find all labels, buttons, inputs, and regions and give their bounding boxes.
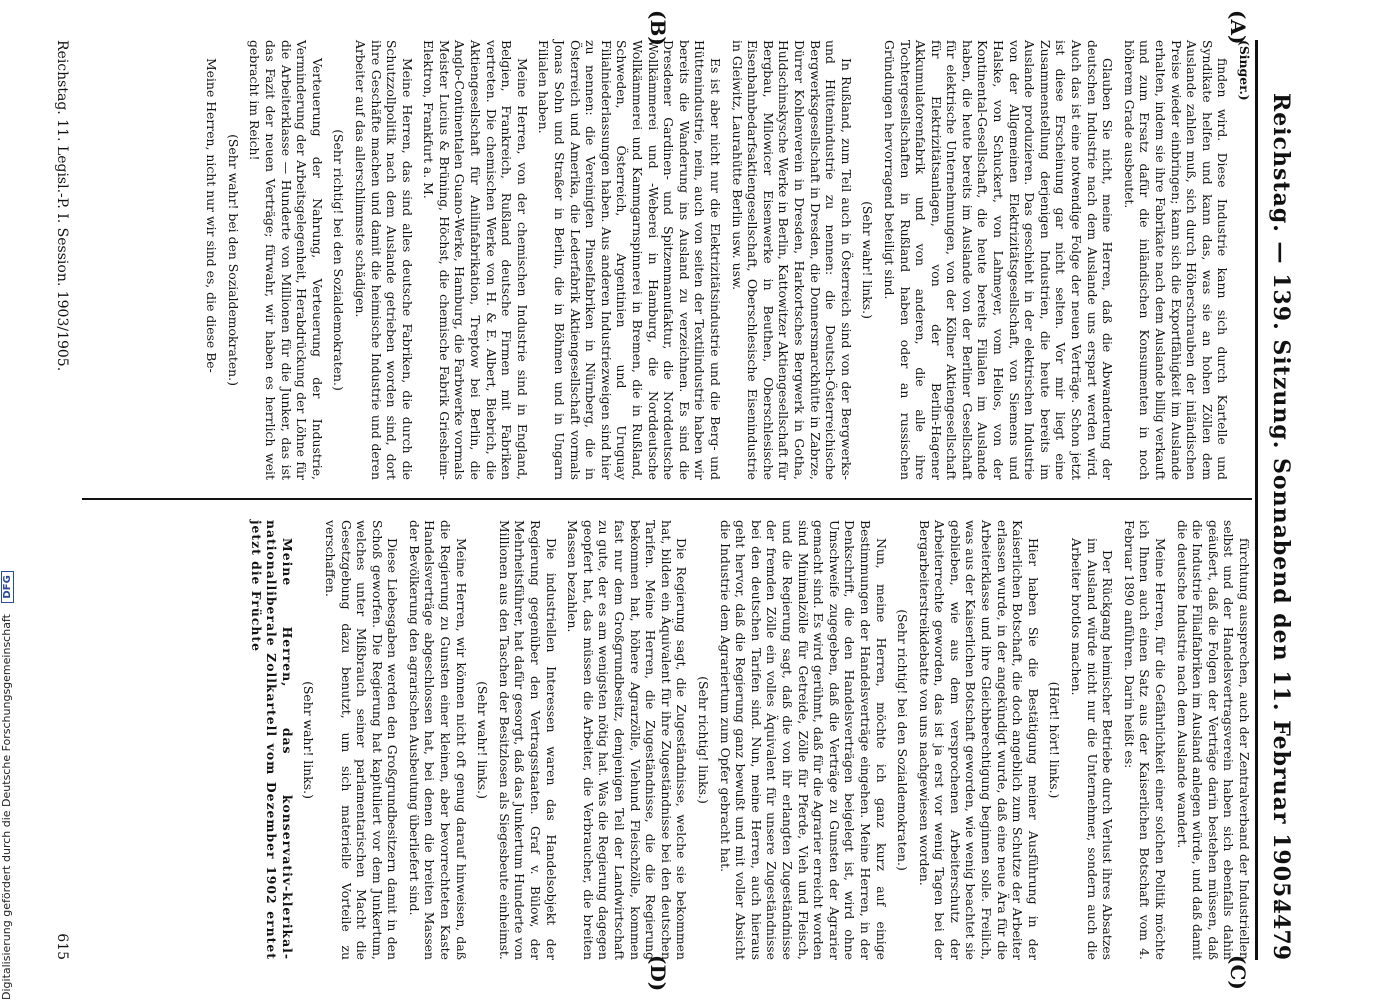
footer-session-info: Reichstag. 11. Legisl.-P. I. Session. 1903/1905. — [54, 40, 70, 372]
paragraph: Meine Herren, für die Gefährlichkeit einer solchen Politik möchte ich Ihnen auch einen Satz aus der Kaiserlichen Botschaft vom 4. Februar 1890 anführen. Darin heißt es: — [1121, 520, 1169, 960]
page-title: Reichstag. — 139. Sitzung. Sonnabend den 11. Februar 1905. — [1268, 93, 1294, 907]
paragraph: fürchtung aussprechen, auch der Zentralverband der Industriellen selbst und der Handelsvertragsverein haben sich ebenfalls dahin geäußert, daß die Folgen der Verträge darin bestehen müssen, daß die Industrie Filialfabriken im Ausland anlegen würde, und daß damit die deutsche Industrie nach dem Auslande wandert. — [1174, 520, 1252, 960]
paragraph: Meine Herren, das sind alles deutsche Fabriken, die durch die Schutzzollpolitik nach dem Auslande getrieben worden sind, dort ihre Geschäfte machen und damit die heimische Industrie und deren Arbeiter auf das allerschlimmste schädigen. — [352, 40, 415, 480]
interjection: (Sehr richtig! bei den Sozialdemokraten.) — [331, 129, 347, 391]
right-column — [242, 520, 1252, 960]
paragraph: Verteuerung der Nahrung, Verteuerung der Industrie, Verminderung der Arbeitsgelegenheit, Herabdrückung der Löhne für die Arbeiterklasse — Hunderte von Millionen für die Junker, das ist das Fazit der neuen Verträge; fürwahr, wir haben es herrlich weit gebracht im Reich! — [247, 40, 325, 480]
paragraph: Die Regierung sagt, die Zugeständnisse, welche sie bekommen hat, bilden ein Äquivalent für ihre Zugeständnisse bei den deutschen Tarifen. Meine Herren, die Zugeständnisse, die die Regierung bekommen hat, höhere Agrarzölle, Viehund Fleischzölle, kommen fast nur dem Großgrundbesitz, demjenigen Teil der Landwirtschaft zu gute, der es am wenigsten nötig hat. Was die Regierung dagegen geopfert hat, das müssen die Arbeiter, die Verbraucher, die breiten Massen bezahlen. — [565, 520, 690, 960]
margin-marker-c: (C) — [1226, 955, 1250, 990]
page-header — [1255, 40, 1298, 960]
digitization-note: Digitalisierung gefördert durch die Deutsche Forschungsgemeinschaft — [0, 614, 13, 1000]
digitization-credit — [0, 10, 16, 1000]
footer-page-code: 615 — [54, 933, 70, 960]
quotation: Der Rückgang heimischer Betriebe durch Verlust ihres Absatzes im Ausland würde nicht nur die Unternehmer, sondern auch die Arbeiter brotlos machen. — [1069, 538, 1116, 960]
left-column — [198, 40, 1252, 480]
margin-marker-d: (D) — [646, 955, 670, 992]
page-number: 4479 — [1268, 898, 1294, 960]
interjection: (Sehr richtig! links.) — [696, 676, 711, 804]
paragraph: Meine Herren, von der chemischen Industrie sind in England, Belgien, Frankreich, Rußland deutsche Firmen mit Fabriken vertreten. Die chemischen Werke von H. & E. Albert, Biebrich, die Aktiengesellschaft für Anilinfabrikation, Treptow bei Berlin, die Anglo-Continentalen Guano-Werke, Hamburg, die Farbwerke vormals Meister Lucius & Brüning, Höchst, die chemische Fabrik Griesheim-Elektron, Frankfurt a. M. — [421, 40, 530, 480]
interjection: (Sehr wahr! links.) — [301, 681, 317, 799]
paragraph: Diese Liebesgaben werden den Großgrundbesitzern damit in den Schoß geworfen. Die Regierung hat kapituliert vor dem Junkertum, welches unter Mißbrauch seiner parlamentarischen Macht die Gesetzgebung dazu benutzt, um sich materielle Vorteile zu verschaffen. — [322, 520, 401, 960]
interjection: (Sehr wahr! links.) — [860, 201, 876, 319]
interjection: (Sehr wahr! links.) — [475, 681, 491, 799]
paragraph: Die industriellen Interessen waren das Handelsobjekt der Regierung gegenüber den Vertragsstaaten. Graf v. Bülow, der Mehrheitsführer, hat dafür gesorgt, daß das Junkertum Hunderte von Millionen aus den Taschen der Besitzlosen als Siegesbeute einheimst. — [496, 520, 559, 960]
speaker-name: (Singer.) — [1237, 40, 1252, 101]
paragraph: In Rußland, zum Teil auch in Österreich sind von der Bergwerks- und Hüttenindustrie zu nennen: die Deutsch-Österreichische Bergwerksgesellschaft in Dresden, die Donnersmarckhütte in Zabrze, Dürrer Kohlenverein in Dresden, Harkortsches Bergwerk in Gotha, Huldschinskysche Werke in Berlin, Kattowitzer Aktiengesellschaft für Bergbau, Milowicer Eisenwerke in Beuthen, Oberschlesische Eisenbahnbedarfsaktiengesellschaft, Oberschlesische Eisenindustrie in Gleiwitz, Laurahütte Berlin usw. usw. — [729, 40, 854, 480]
margin-marker-b: (B) — [646, 10, 670, 46]
paragraph: Es ist aber nicht nur die Elektrizitätsindustrie und die Berg- und Hüttenindustrie, nein, auch von seiten der Textilindustrie haben wir bereits die Wanderung ins Ausland zu verzeichnen. Es sind die Dresdener Gardinen- und Spitzenmanufaktur, die Norddeutsche Wollkämmerei und -Weberei in Hamburg, die Norddeutsche Wollkämmerei und Kammgarnspinnerei in Bremen, die in Rußland, Schweden, Österreich, Argentinien und Uruguay Filialniederlassungen haben. Aus anderen Industriezweigen sind hier zu nennen: die Vereinigten Pinselfabriken in Nürnberg, die in Österreich und Amerika, die Lederfabrik Aktiengesellschaft vormals Jonas Sohn und Straßer in Berlin, die in Böhmen und in Ungarn Filialen haben. — [536, 40, 723, 480]
paragraph: Meine Herren, wir können nicht oft genug darauf hinweisen, daß die Regierung zu Gunsten einer kleinen, aber bevorrechteten Kaste Handelsverträge abgeschlossen hat, bei denen die breiten Massen der Bevölkerung den agrarischen Ausbeutung überliefert sind. — [406, 520, 469, 960]
paragraph: Glauben Sie nicht, meine Herren, daß die Abwanderung der deutschen Industrie nach dem Auslande uns erspart werden wird. Auch das ist eine notwendige Folge der neuen Verträge. Schon jetzt ist diese Erscheinung gar nicht selten. Vor mir liegt eine Zusammenstellung derjenigen Industrien, die heute bereits im Auslande produzieren. Das geschieht in der elektrischen Industrie von der Allgemeinen Elektrizitätsgesellschaft, von Siemens und Halske, von Schuckert, von Lahmeyer, vom Helios, von der Kontinental-Gesellschaft, die heute bereits Filialen im Auslande haben, die heute bereits im Auslande von der Berliner Gesellschaft für elektrische Unternehmungen, von der Kölner Aktiengesellschaft für Elektrizitätsanlagen, von der Berlin-Hagener Akkumulatorenfabrik und von anderen, die alle ihre Tochtergesellschaften in Rußland haben oder an russischen Gründungen hervorragend beteiligt sind. — [881, 40, 1116, 480]
paragraph: Hier haben Sie die Bestätigung meiner Ausführung in der Kaiserlichen Botschaft, die doch angeblich zum Schutze der Arbeiter erlassen wurde, in der angekündigt wurde, daß eine neue Ära für die Arbeiterklasse und ihre Gleichberechtigung beginnen solle. Freilich, was aus der Kaiserlichen Botschaft geworden, wie wenig beachtet sie geblieben, wie aus dem versprochenen Arbeiterschutz der Arbeiterrechte geworden, das ist ja erst vor wenig Tagen bei der Bergarbeiterstreikdebatte von uns nachgewiesen worden. — [916, 520, 1041, 960]
paragraph: Meine Herren, nicht nur wir sind es, die diese Be- — [204, 58, 220, 373]
paragraph: Meine Herren, das konservativ-klerikal-nationalliberale Zollkartell vom Dezember 1902 erntet jetzt die Früchte — [248, 520, 295, 960]
dfg-logo-icon: DFG — [1, 571, 14, 602]
interjection: (Sehr richtig! bei den Sozialdemokraten.) — [895, 609, 911, 871]
column-divider — [82, 498, 1252, 500]
paragraph: Nun, meine Herren, möchte ich ganz kurz auf einige Bestimmungen der Handelsverträge eingehen. Meine Herren, in der Denkschrift, die den Handelsverträgen beigelegt ist, wird ohne Umschweife zugegeben, daß die Verträge zu Gunsten der Agrarier gemacht sind. Es wird gerühmt, daß für die Agrarier erreicht worden sind Minimalzölle für Getreide, Zölle für Pferde, Vieh und Fleisch, und die Regierung sagt, daß die von ihr erlangten Zugeständnisse der fremden Zölle ein volles Äquivalent für unsere Zugeständnisse bei den deutschen Tarifen sind. Nun, meine Herren, auch hieraus geht hervor, daß die Regierung ganz bewußt und mit voller Absicht die Industrie dem Agrariertum zum Opfer gebracht hat. — [717, 520, 889, 960]
paragraph: finden wird. Diese Industrie kann sich durch Kartelle und Syndikate helfen und kann das, was sie an hohen Zöllen dem Auslande zahlen muß, sich durch Höherschrauben der inländischen Preise wieder einbringen; kann sich die Exportfähigkeit im Auslande erhalten, indem sie ihre Fabrikate nach dem Auslande billig verkauft und zum Ersatz dafür die inländischen Konsumenten in noch höherem Grade ausbeutet. — [1121, 40, 1231, 480]
interjection: (Hört! hört! links.) — [1047, 681, 1063, 799]
interjection: (Sehr wahr! bei den Sozialdemokraten.) — [225, 134, 241, 386]
margin-marker-a: (A) — [1226, 10, 1250, 45]
